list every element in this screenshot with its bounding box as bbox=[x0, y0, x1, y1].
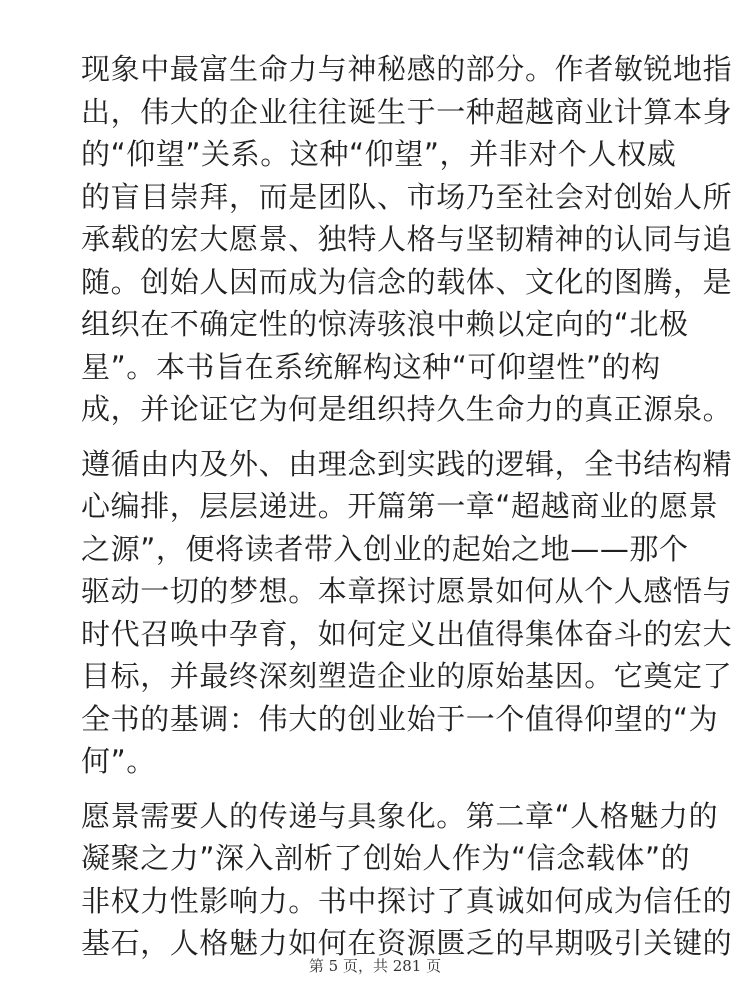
text-line: 的盲目崇拜，而是团队、市场乃至社会对创始人所 bbox=[81, 179, 733, 214]
paragraph-1 bbox=[81, 48, 733, 431]
page-number-footer: 第 5 页，共 281 页 bbox=[308, 957, 442, 975]
text-line: 的“仰望”关系。这种“仰望”，并非对个人权威 bbox=[81, 137, 677, 171]
text-line: 之源”，便将读者带入创业的起始之地——那个 bbox=[81, 531, 689, 566]
text-line: 基石，人格魅力如何在资源匮乏的早期吸引关键的 bbox=[81, 926, 733, 960]
text-line: 目标，并最终深刻塑造企业的原始基因。它奠定了 bbox=[81, 659, 733, 693]
text-line: 时代召唤中孕育，如何定义出值得集体奋斗的宏大 bbox=[81, 616, 733, 651]
text-line: 凝聚之力”深入剖析了创始人作为“信念载体”的 bbox=[81, 841, 691, 875]
text-line: 非权力性影响力。书中探讨了真诚如何成为信任的 bbox=[81, 883, 733, 918]
text-line: 何”。 bbox=[81, 744, 156, 778]
paragraph-3 bbox=[81, 795, 733, 965]
text-line: 驱动一切的梦想。本章探讨愿景如何从个人感悟与 bbox=[81, 574, 733, 608]
text-line: 愿景需要人的传递与具象化。第二章“人格魅力的 bbox=[81, 798, 719, 833]
text-line: 全书的基调：伟大的创业始于一个值得仰望的“为 bbox=[81, 701, 719, 736]
text-line: 组织在不确定性的惊涛骇浪中赖以定向的“北极 bbox=[81, 307, 689, 341]
text-line: 现象中最富生命力与神秘感的部分。作者敏锐地指 bbox=[81, 52, 733, 86]
paragraph-2 bbox=[81, 443, 733, 783]
text-line: 成，并论证它为何是组织持久生命力的真正源泉。 bbox=[81, 392, 733, 426]
body-text bbox=[81, 48, 733, 977]
text-line: 星”。本书旨在系统解构这种“可仰望性”的构 bbox=[81, 349, 661, 384]
text-line: 遵循由内及外、由理念到实践的逻辑，全书结构精 bbox=[81, 446, 733, 481]
text-line: 随。创始人因而成为信念的载体、文化的图腾，是 bbox=[81, 264, 733, 299]
text-line: 承载的宏大愿景、独特人格与坚韧精神的认同与追 bbox=[81, 222, 733, 256]
text-line: 出，伟大的企业往往诞生于一种超越商业计算本身 bbox=[81, 94, 733, 129]
text-line: 心编排，层层递进。开篇第一章“超越商业的愿景 bbox=[81, 489, 719, 523]
